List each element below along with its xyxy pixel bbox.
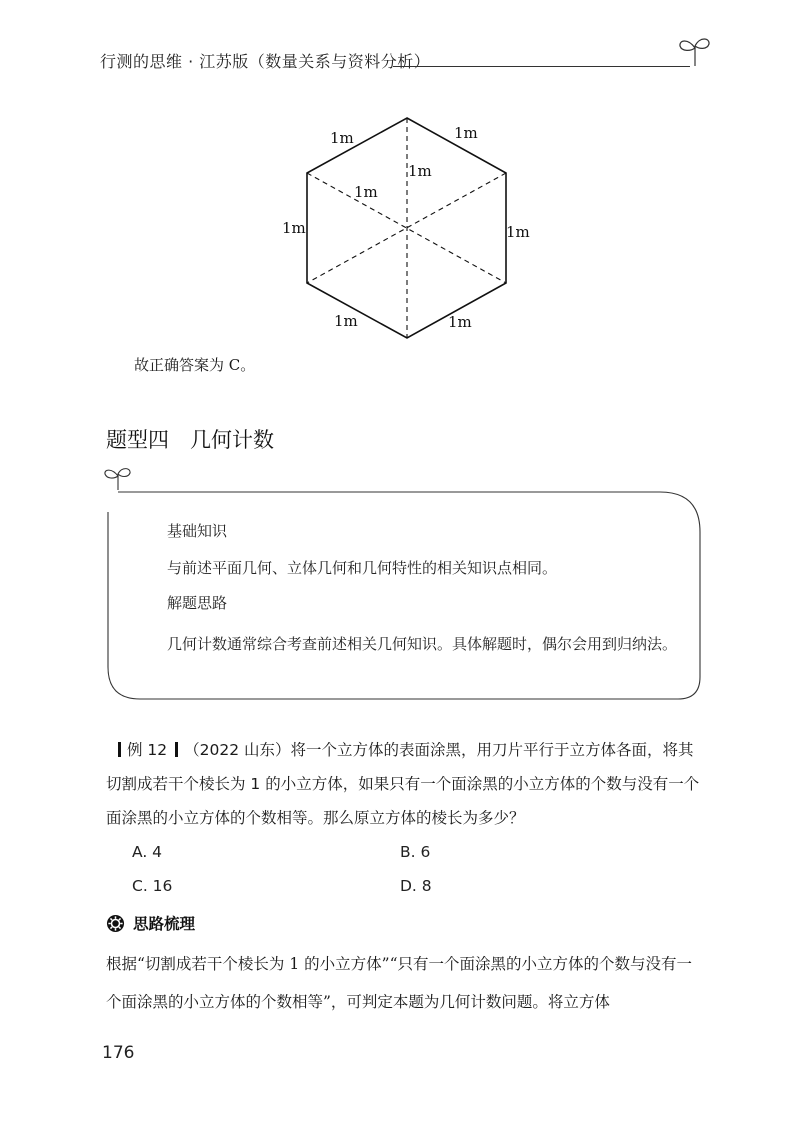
page-number: 176: [102, 1043, 135, 1063]
example-question-text: 将一个立方体的表面涂黑，用刀片平行于立方体各面，将其切割成若干个棱长为 1 的小立方体，如果只有一个面涂黑的小立方体的个数与没有一个面涂黑的小立方体的个数相等。那么原立方体的棱长为多少？: [106, 741, 700, 827]
example-source: （2022 山东）: [184, 741, 291, 759]
edge-label-right: 1m: [506, 223, 530, 241]
option-a: A. 4: [132, 843, 163, 861]
inner-label-vertical: 1m: [408, 162, 432, 180]
edge-label-left: 1m: [282, 219, 306, 237]
gear-icon: [106, 914, 125, 933]
answer-line: 故正确答案为 C。: [134, 356, 256, 374]
example-label: 例 12: [127, 741, 168, 759]
basic-knowledge-text: 与前述平面几何、立体几何和几何特性的相关知识点相同。: [167, 559, 558, 577]
edge-label-bottom-right: 1m: [448, 313, 472, 331]
edge-label-top-left: 1m: [330, 129, 354, 147]
analysis-text: 根据“切割成若干个棱长为 1 的小立方体”“只有一个面涂黑的小立方体的个数与没有一个面涂黑的小立方体的个数相等”，可判定本题为几何计数问题。将立方体: [106, 955, 692, 1011]
edge-label-top-right: 1m: [454, 124, 478, 142]
analysis-title: 思路梳理: [133, 915, 196, 933]
knowledge-box-frame: [100, 462, 710, 707]
analysis-title-row: [106, 912, 195, 934]
section-heading: 题型四 几何计数: [106, 428, 274, 452]
sprout-icon: [676, 34, 714, 68]
example-tag-right-bar: [175, 742, 178, 757]
example-tag-left-bar: [118, 742, 121, 757]
approach-title: 解题思路: [167, 594, 228, 612]
inner-label-diagonal: 1m: [354, 183, 378, 201]
hexagon-diagram: [270, 100, 540, 350]
approach-text: 几何计数通常综合考查前述相关几何知识。具体解题时，偶尔会用到归纳法。: [167, 635, 678, 653]
option-c: C. 16: [132, 877, 173, 895]
box-sprout-icon: [105, 469, 130, 490]
basic-knowledge-title: 基础知识: [167, 522, 228, 540]
option-d: D. 8: [400, 877, 432, 895]
edge-label-bottom-left: 1m: [334, 312, 358, 330]
running-header-title: 行测的思维 · 江苏版（数量关系与资料分析）: [100, 52, 431, 71]
header-rule: [393, 66, 690, 67]
example-question: [106, 733, 706, 835]
option-b: B. 6: [400, 843, 431, 861]
